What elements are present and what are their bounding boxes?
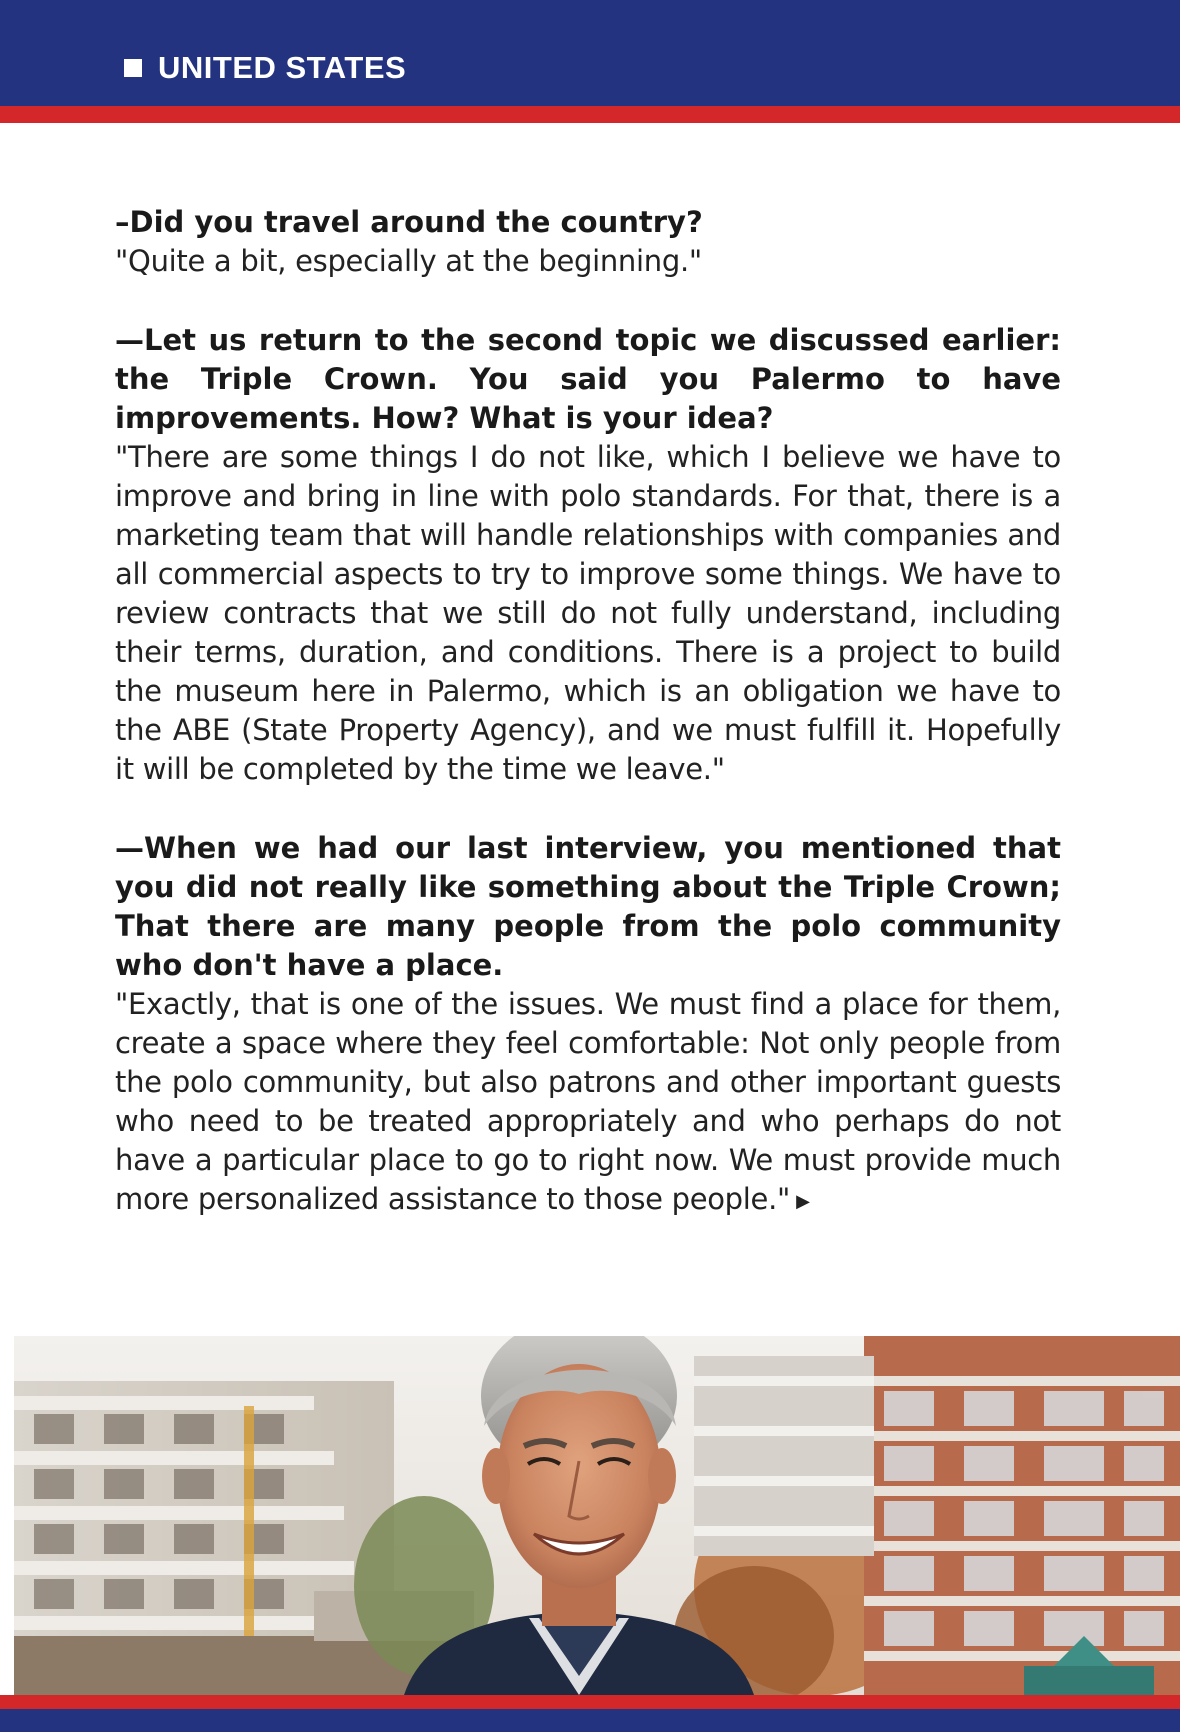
header-accent-stripe: [0, 106, 1180, 123]
question-1: –Did you travel around the country?: [115, 205, 703, 239]
qa-block-1: [115, 203, 1061, 281]
question-3: —When we had our last interview, you mentioned that you did not really like something about the Triple Crown; That there are many people from the polo community who don't have a place.: [115, 831, 1061, 982]
footer-accent-stripe: [0, 1695, 1180, 1709]
square-bullet-icon: [124, 59, 142, 77]
qa-block-3: [115, 829, 1061, 1221]
footer-band: [0, 1709, 1180, 1732]
answer-3-text: "Exactly, that is one of the issues. We must find a place for them, create a space where they feel comfortable: Not only people from the polo community, but also patrons and other important guests who need to be treated appropriately and who perhaps do not have a particular place to go to right now. We must provide much more personalized assistance to those people.": [115, 987, 1061, 1216]
section-label: [124, 50, 406, 86]
continue-arrow-icon: ▶: [796, 1191, 810, 1212]
question-2: —Let us return to the second topic we discussed earlier: the Triple Crown. You said you Palermo to have improvements. How? What is your idea?: [115, 323, 1061, 435]
answer-1: "Quite a bit, especially at the beginning.": [115, 244, 702, 278]
answer-3: [115, 985, 1061, 1221]
section-label-text: UNITED STATES: [158, 50, 407, 85]
interview-body: [115, 203, 1061, 1261]
answer-2: "There are some things I do not like, which I believe we have to improve and bring in line with polo standards. For that, there is a marketing team that will handle relationships with companies and all commercial aspects to try to improve some things. We have to review contracts that we still do not fully understand, including their terms, duration, and conditions. There is a project to build the museum here in Palermo, which is an obligation we have to the ABE (State Property Agency), and we must fulfill it. Hopefully it will be completed by the time we leave.": [115, 440, 1061, 786]
portrait-photo: [14, 1336, 1180, 1695]
portrait-photo-illustration: [14, 1336, 1180, 1695]
qa-block-2: [115, 321, 1061, 789]
